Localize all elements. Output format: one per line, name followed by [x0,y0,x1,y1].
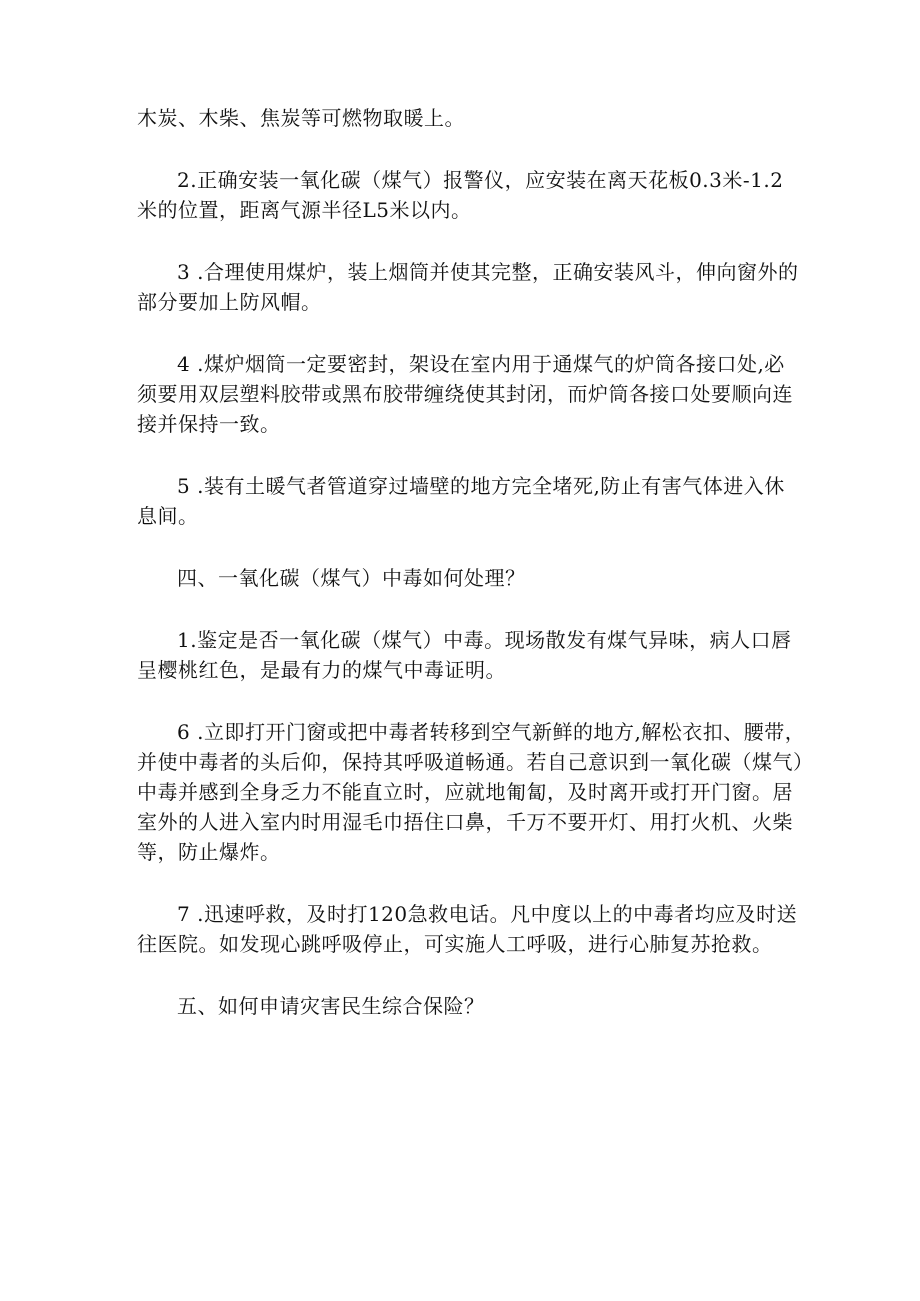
paragraph-item-7 [137,899,798,959]
text-line: 2.正确安装一氧化碳（煤气）报警仪，应安装在离天花板0.3米-1.2 [177,168,784,192]
text-line: 往医院。如发现心跳呼吸停止，可实施人工呼吸，进行心肺复苏抢救。 [137,932,773,956]
paragraph-continuation [137,103,792,133]
text-line: 接并保持一致。 [137,412,281,436]
text-line: 呈樱桃红色，是最有力的煤气中毒证明。 [137,658,506,682]
paragraph-item-3 [137,257,799,317]
text-line: 6 .立即打开门窗或把中毒者转移到空气新鲜的地方,解松衣扣、腰带， [177,720,806,744]
text-line: 米的位置，距离气源半径L5米以内。 [137,198,472,222]
text-line: 7 .迅速呼救，及时打120急救电话。凡中度以上的中毒者均应及时送 [177,902,798,926]
section-heading-4 [137,563,792,593]
paragraph-item-2 [137,165,792,225]
section-heading-text: 四、一氧化碳（煤气）中毒如何处理？ [177,566,526,590]
text-line: 3 .合理使用煤炉，装上烟筒并使其完整，正确安装风斗，伸向窗外的 [177,260,799,284]
text-line: 息间。 [137,504,199,528]
text-line: 室外的人进入室内时用湿毛巾捂住口鼻，千万不要开灯、用打火机、火柴 [137,810,793,834]
section-heading-5 [137,991,792,1021]
text-line: 1.鉴定是否一氧化碳（煤气）中毒。现场散发有煤气异味，病人口唇 [177,628,792,652]
text-line: 等，防止爆炸。 [137,840,281,864]
paragraph-item-1-identify [137,625,792,685]
text-line: 并使中毒者的头后仰，保持其呼吸道畅通。若自己意识到一氧化碳（煤气） [137,750,814,774]
paragraph-item-4 [137,349,792,439]
section-heading-text: 五、如何申请灾害民生综合保险？ [177,994,485,1018]
paragraph-item-5 [137,471,792,531]
text-line: 中毒并感到全身乏力不能直立时，应就地匍匐，及时离开或打开门窗。居 [137,780,793,804]
text-line: 须要用双层塑料胶带或黑布胶带缠绕使其封闭，而炉筒各接口处要顺向连 [137,382,793,406]
paragraph-item-6 [137,717,814,867]
text-line: 部分要加上防风帽。 [137,290,322,314]
text-line: 5 .装有土暖气者管道穿过墙壁的地方完全堵死,防止有害气体进入休 [177,474,785,498]
text-line: 4 .煤炉烟筒一定要密封，架设在室内用于通煤气的炉筒各接口处,必 [177,352,785,376]
text-line: 木炭、木柴、焦炭等可燃物取暖上。 [137,106,465,130]
document-body [137,103,814,1021]
